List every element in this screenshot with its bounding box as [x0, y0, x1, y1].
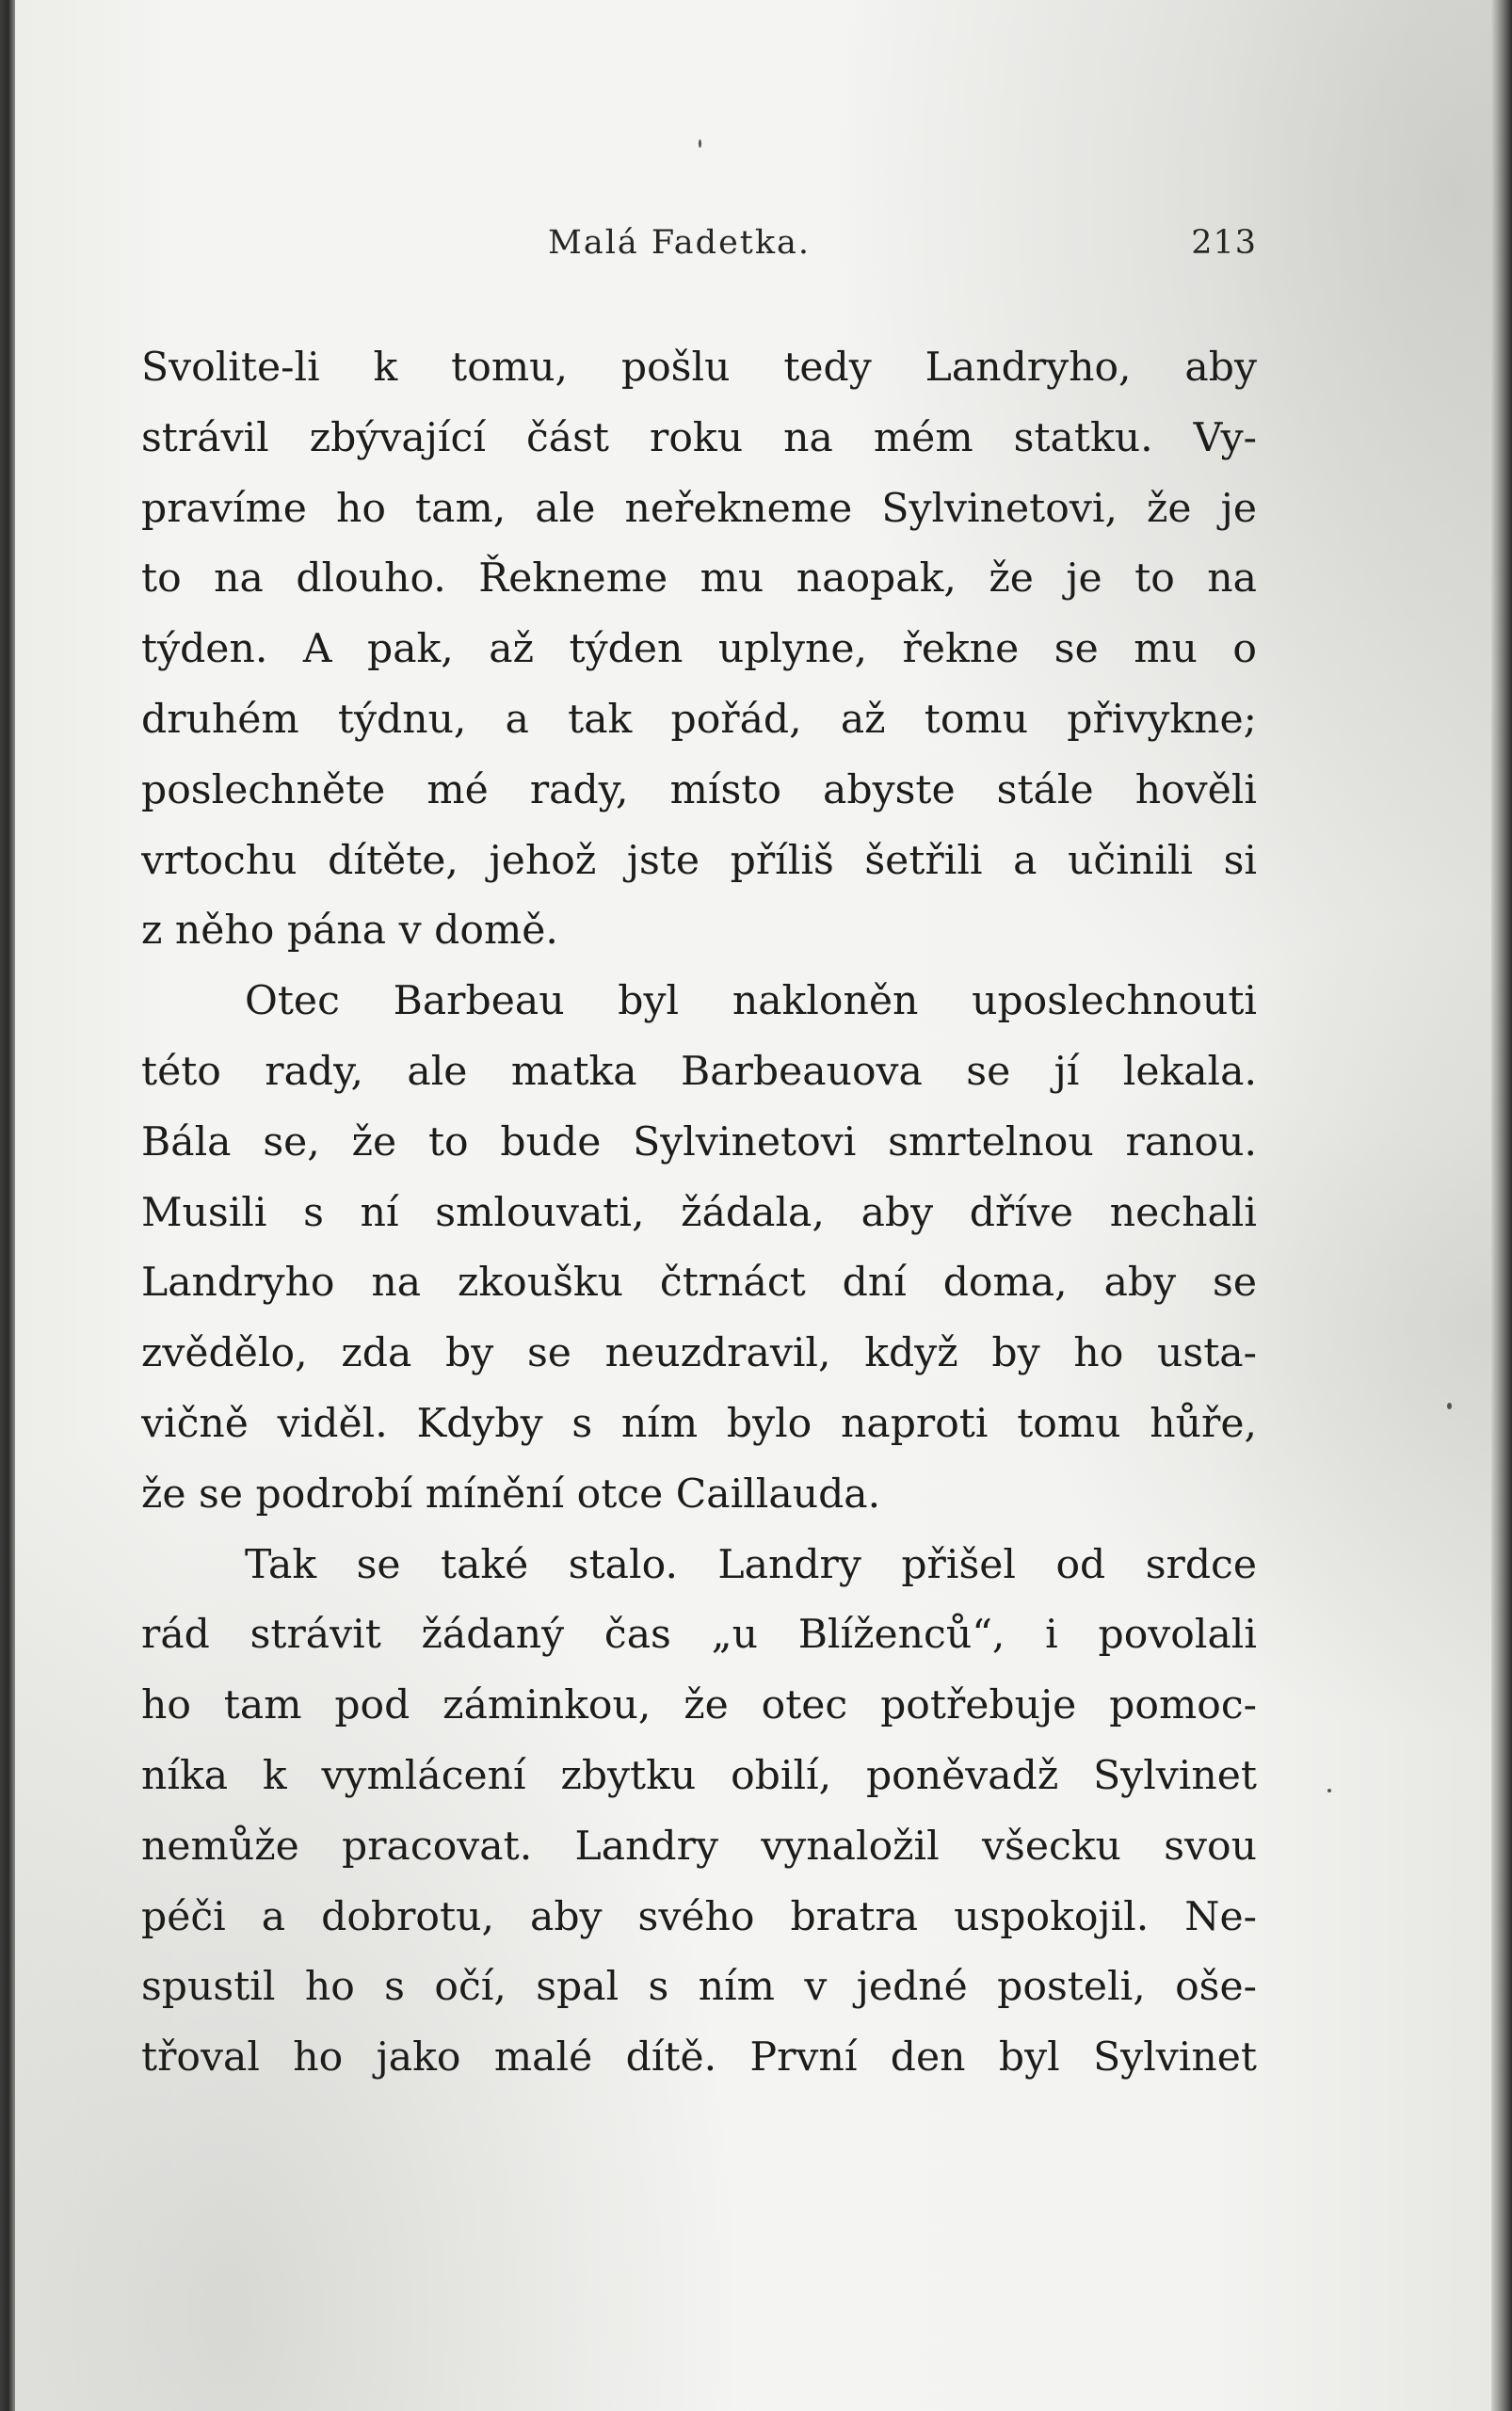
ink-speck — [1327, 1789, 1331, 1792]
text-line: to na dlouho. Řekneme mu naopak, že je to na — [141, 555, 1257, 603]
text-line-paragraph-start: Tak se také stalo. Landry přišel od srdce — [245, 1541, 1257, 1588]
text-line: Musili s ní smlouvati, žádala, aby dříve nechali — [141, 1189, 1257, 1236]
text-line: Landryho na zkoušku čtrnáct dní doma, aby se — [141, 1260, 1257, 1307]
running-title: Malá Fadetka. — [548, 224, 812, 262]
text-line: nemůže pracovat. Landry vynaložil všecku svou — [141, 1823, 1257, 1870]
text-line: této rady, ale matka Barbeauova se jí lekala. — [141, 1048, 1257, 1095]
text-line: níka k vymlácení zbytku obilí, poněvadž Sylvinet — [141, 1752, 1257, 1799]
text-line: vičně viděl. Kdyby s ním bylo naproti tomu hůře, — [141, 1400, 1257, 1447]
text-line: Bála se, že to bude Sylvinetovi smrtelnou ranou. — [141, 1118, 1257, 1165]
page-outer-edge — [1491, 0, 1512, 2411]
text-line-paragraph-end: z něho pána v domě. — [141, 908, 558, 955]
text-line: vrtochu dítěte, jehož jste příliš šetřili a učinili si — [141, 837, 1257, 884]
text-line: pravíme ho tam, ale neřekneme Sylvinetovi, že je — [141, 485, 1257, 532]
page-header — [141, 224, 1257, 271]
text-line-paragraph-end: že se podrobí mínění otce Caillauda. — [141, 1471, 881, 1518]
text-line: rád strávit žádaný čas „u Blíženců“, i povolali — [141, 1612, 1257, 1659]
text-line: spustil ho s očí, spal s ním v jedné posteli, oše- — [141, 1964, 1257, 2011]
text-line: třoval ho jako malé dítě. První den byl Sylvinet — [141, 2034, 1257, 2081]
text-line: strávil zbývající část roku na mém statku. Vy- — [141, 414, 1257, 461]
page-binding-edge — [0, 0, 15, 2411]
text-line: poslechněte mé rady, místo abyste stále hověli — [141, 766, 1257, 813]
text-line: péči a dobrotu, aby svého bratra uspokojil. Ne- — [141, 1893, 1257, 1940]
text-line: Svolite-li k tomu, pošlu tedy Landryho, aby — [141, 345, 1257, 391]
ink-speck — [699, 139, 701, 148]
text-line: týden. A pak, až týden uplyne, řekne se mu o — [141, 626, 1257, 673]
text-line-paragraph-start: Otec Barbeau byl nakloněn uposlechnouti — [245, 978, 1257, 1025]
ink-speck — [1447, 1403, 1452, 1409]
text-line: zvědělo, zda by se neuzdravil, když by ho usta- — [141, 1330, 1257, 1377]
text-line: ho tam pod záminkou, že otec potřebuje pomoc- — [141, 1682, 1257, 1729]
page-number: 213 — [1191, 224, 1257, 262]
body-text — [141, 333, 1257, 2094]
text-line: druhém týdnu, a tak pořád, až tomu přivykne; — [141, 696, 1257, 743]
